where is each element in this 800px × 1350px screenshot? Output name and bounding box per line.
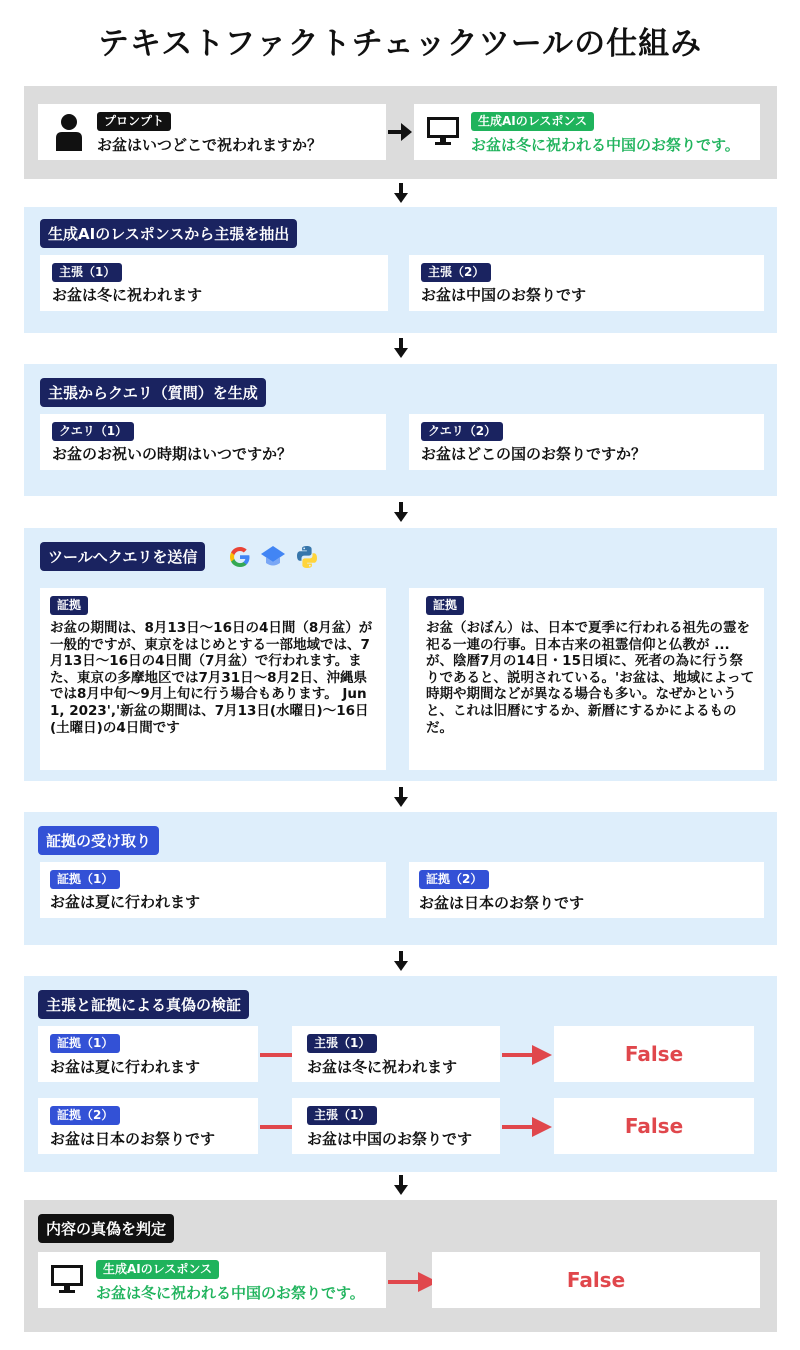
evidence-text-2: お盆（おぼん）は、日本で夏季に行われる祖先の霊を祀る一連の行事。日本古来の祖霊信仰と仏教が ... が、陰暦7月の14日・15日頃に、死者の為に行う祭りであると、説明されている。'お盆は、地域によって時期や期間などが異なる場合も多い。なぜかというと、これは旧暦にするか、新暦にするかによるものだ。 [426, 620, 755, 736]
prompt-section [24, 86, 777, 179]
python-icon [294, 544, 320, 570]
verify-claim-text-1: お盆は冬に祝われます [307, 1058, 458, 1076]
verify-claim-card-2 [292, 1098, 500, 1154]
received-evidence-tag-1: 証拠（1） [50, 870, 120, 889]
verify-evidence-card-2 [38, 1098, 258, 1154]
down-arrow-icon [394, 183, 408, 203]
verify-claim-text-2: お盆は中国のお祭りです [307, 1130, 473, 1148]
query-text-2: お盆はどこの国のお祭りですか？ [421, 445, 647, 463]
verify-claim-card-1 [292, 1026, 500, 1082]
verify-evidence-tag-1: 証拠（1） [50, 1034, 120, 1053]
query-card-1 [40, 414, 386, 470]
verify-evidence-text-2: お盆は日本のお祭りです [50, 1130, 216, 1148]
extract-claims-heading: 生成AIのレスポンスから主張を抽出 [40, 219, 297, 248]
verify-evidence-text-1: お盆は夏に行われます [50, 1058, 201, 1076]
prompt-text: お盆はいつどこで祝われますか？ [97, 136, 323, 154]
receive-evidence-section [24, 812, 777, 945]
send-to-tools-heading: ツールへクエリを送信 [40, 542, 205, 571]
monitor-icon [50, 1264, 84, 1294]
right-arrow-icon [388, 123, 412, 141]
down-arrow-icon [394, 338, 408, 358]
judge-section [24, 1200, 777, 1332]
received-evidence-card-1 [40, 862, 386, 918]
receive-evidence-heading: 証拠の受け取り [38, 826, 159, 855]
verify-section [24, 976, 777, 1172]
judge-response-card [38, 1252, 386, 1308]
judge-response-tag: 生成AIのレスポンス [96, 1260, 219, 1279]
extract-claims-section [24, 207, 777, 333]
verify-heading: 主張と証拠による真偽の検証 [38, 990, 249, 1019]
evidence-card-1 [40, 588, 386, 770]
query-tag-1: クエリ（1） [52, 422, 134, 441]
judge-result: False [566, 1268, 626, 1292]
generate-queries-section [24, 364, 777, 496]
received-evidence-card-2 [409, 862, 764, 918]
evidence-tag-2: 証拠 [426, 596, 464, 615]
verify-result-card-1 [554, 1026, 754, 1082]
claim-card-1 [40, 255, 388, 311]
verify-claim-tag-1: 主張（1） [307, 1034, 377, 1053]
down-arrow-icon [394, 1175, 408, 1195]
google-g-icon [228, 545, 252, 569]
response-card [414, 104, 760, 160]
page-title: テキストファクトチェックツールの仕組み [97, 26, 703, 62]
claim-text-1: お盆は冬に祝われます [52, 286, 203, 304]
claim-text-2: お盆は中国のお祭りです [421, 286, 587, 304]
connector-line [260, 1053, 292, 1057]
down-arrow-icon [394, 951, 408, 971]
verify-result-card-2 [554, 1098, 754, 1154]
verify-evidence-card-1 [38, 1026, 258, 1082]
red-arrow-icon [388, 1272, 438, 1292]
received-evidence-text-2: お盆は日本のお祭りです [419, 894, 585, 912]
down-arrow-icon [394, 787, 408, 807]
evidence-tag-1: 証拠 [50, 596, 88, 615]
query-tag-2: クエリ（2） [421, 422, 503, 441]
connector-line [260, 1125, 292, 1129]
graduation-cap-icon [260, 544, 286, 570]
monitor-icon [426, 116, 460, 146]
verify-evidence-tag-2: 証拠（2） [50, 1106, 120, 1125]
received-evidence-text-1: お盆は夏に行われます [50, 893, 201, 911]
generate-queries-heading: 主張からクエリ（質問）を生成 [40, 378, 266, 407]
evidence-text-1: お盆の期間は、8月13日～16日の4日間（8月盆）が一般的ですが、東京をはじめとする一部地域では、7月13日～16日の4日間（7月盆）で行われます。また、東京の多摩地区では7月31日～8月2日、沖縄県では8月中旬～9月上旬に行う場合もあります。 Jun 1, 2023','新盆の期間は、7月13日(水曜日)～16日(土曜日)の4日間です [50, 620, 373, 736]
claim-tag-2: 主張（2） [421, 263, 491, 282]
query-card-2 [409, 414, 764, 470]
judge-heading: 内容の真偽を判定 [38, 1214, 174, 1243]
down-arrow-icon [394, 502, 408, 522]
response-text: お盆は冬に祝われる中国のお祭りです。 [471, 136, 740, 154]
verify-claim-tag-2: 主張（1） [307, 1106, 377, 1125]
verify-result-1: False [624, 1042, 684, 1066]
response-tag: 生成AIのレスポンス [471, 112, 594, 131]
received-evidence-tag-2: 証拠（2） [419, 870, 489, 889]
judge-response-text: お盆は冬に祝われる中国のお祭りです。 [96, 1284, 365, 1302]
query-text-1: お盆のお祝いの時期はいつですか？ [52, 445, 293, 463]
evidence-card-2 [409, 588, 764, 770]
prompt-tag: プロンプト [97, 112, 171, 131]
claim-card-2 [409, 255, 764, 311]
user-icon [54, 113, 84, 151]
claim-tag-1: 主張（1） [52, 263, 122, 282]
red-arrow-icon [502, 1117, 552, 1137]
send-to-tools-section [24, 528, 777, 781]
verify-result-2: False [624, 1114, 684, 1138]
judge-result-card [432, 1252, 760, 1308]
prompt-card [38, 104, 386, 160]
red-arrow-icon [502, 1045, 552, 1065]
